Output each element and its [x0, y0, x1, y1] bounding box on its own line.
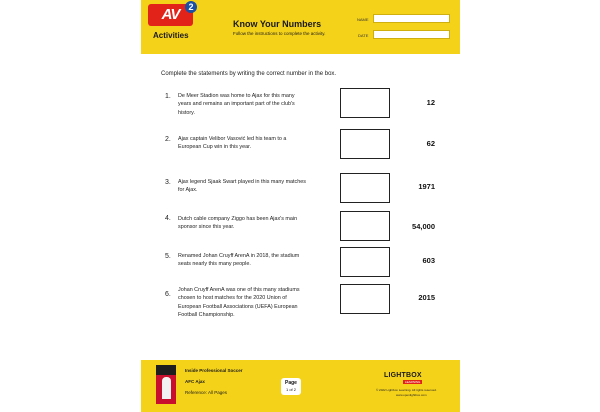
- series-title: Inside Professional Soccer: [185, 368, 243, 373]
- answer-value: 12: [426, 98, 435, 107]
- page-number: 1 of 2: [285, 387, 296, 392]
- copyright-text: © 2022 Lightbox Learning. All rights reserved.: [376, 388, 437, 392]
- lightbox-logo: LIGHTBOX: [384, 372, 422, 379]
- page-indicator: [281, 378, 301, 395]
- book-cover-image: [156, 365, 176, 404]
- question-number: 4.: [165, 215, 171, 222]
- answer-value: 603: [422, 256, 435, 265]
- instructions: Complete the statements by writing the correct number in the box.: [161, 71, 337, 77]
- logo-text: AV: [148, 4, 193, 26]
- book-title: AFC Ajax: [185, 379, 205, 384]
- date-field[interactable]: [373, 30, 450, 39]
- question-text: Ajax captain Velibor Vasović led his team to a European Cup win in this year.: [178, 136, 287, 151]
- question-number: 3.: [165, 179, 171, 186]
- section-label: Activities: [153, 31, 189, 40]
- page-title: Know Your Numbers: [233, 19, 322, 29]
- question-text: Johan Cruyff ArenA was one of this many stadiums chosen to host matches for the 2020 Union of European Football Associations (UEFA) European Football Championship.: [178, 287, 300, 319]
- name-field[interactable]: [373, 14, 450, 23]
- question-text: Dutch cable company Ziggo has been Ajax's main sponsor since this year.: [178, 216, 298, 231]
- name-label: NAME: [357, 17, 369, 22]
- page-subtitle: Follow the instructions to complete the activity.: [233, 31, 326, 36]
- worksheet-page: [141, 0, 460, 412]
- header-band: [141, 0, 460, 54]
- lightbox-sub-logo: LEARNING: [405, 380, 421, 384]
- date-label: DATE: [358, 33, 369, 38]
- question-number: 1.: [165, 93, 171, 100]
- logo-badge: 2: [185, 1, 197, 13]
- answer-value: 2015: [418, 293, 435, 302]
- answer-value: 62: [426, 139, 435, 148]
- reference-text: Reference: All Pages: [185, 390, 228, 395]
- question-text: De Meer Stadion was home to Ajax for this many years and remains an important part of the club's history.: [178, 93, 295, 116]
- av2-logo: [148, 4, 193, 28]
- answer-value: 54,000: [412, 222, 435, 231]
- page-label: Page: [285, 380, 297, 386]
- question-text: Renamed Johan Cruyff ArenA in 2018, the stadium seats nearly this many people.: [178, 253, 300, 268]
- footer-band: [141, 360, 460, 412]
- question-number: 5.: [165, 253, 171, 260]
- question-number: 6.: [165, 291, 171, 298]
- question-number: 2.: [165, 136, 171, 143]
- answer-value: 1971: [418, 182, 435, 191]
- question-text: Ajax legend Sjaak Swart played in this many matches for Ajax.: [178, 179, 306, 194]
- website-link[interactable]: www.openlightbox.com: [396, 393, 427, 397]
